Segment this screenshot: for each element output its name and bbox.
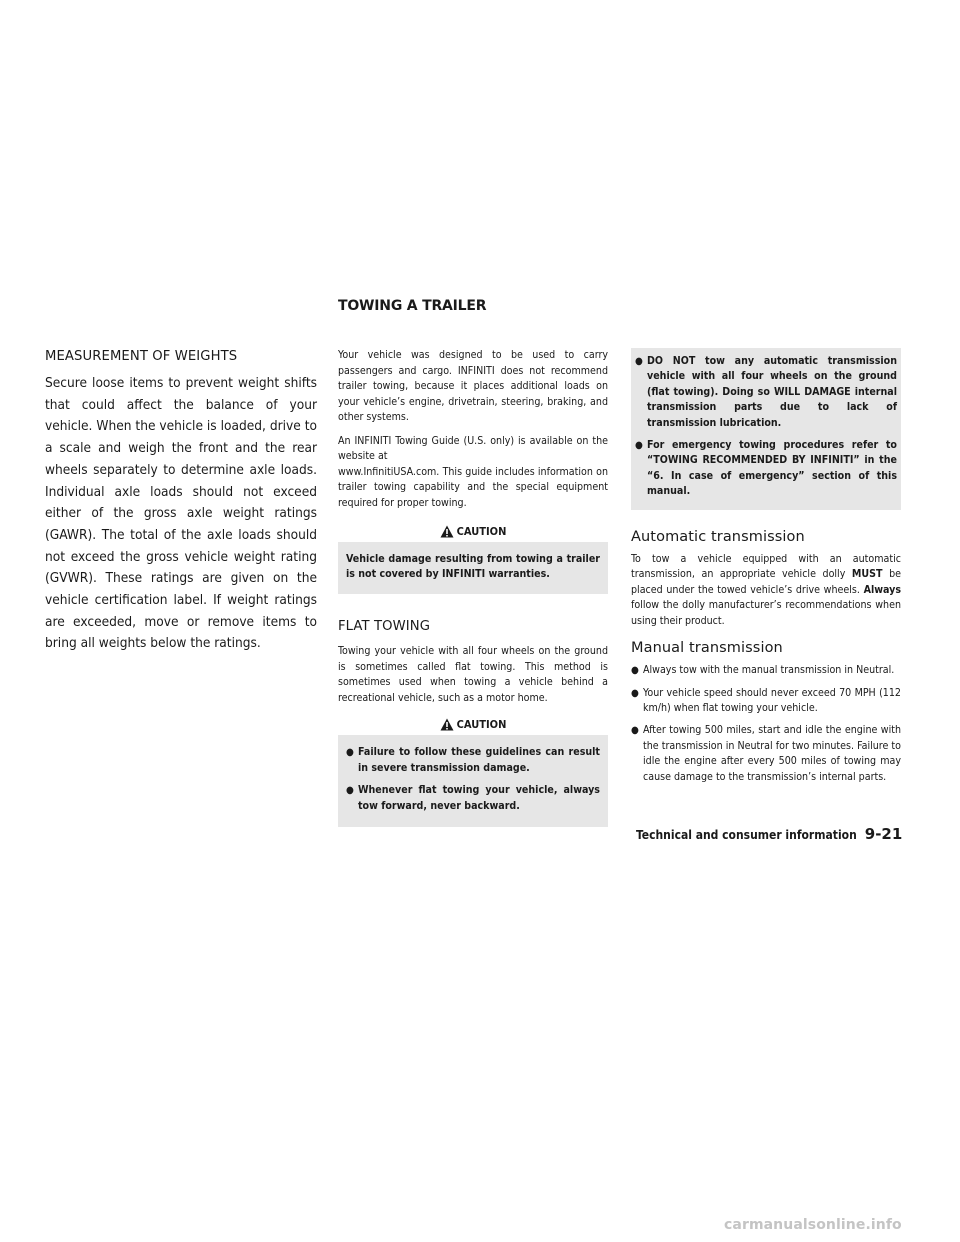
- list-item-text: Your vehicle speed should never exceed 70 MPH (112 km/h) when flat towing your vehicle.: [643, 686, 901, 714]
- page-footer: [636, 825, 902, 843]
- caution-box-warranty: [338, 523, 608, 594]
- list-item-text: Whenever flat towing your vehicle, always tow forward, never backward.: [358, 784, 600, 812]
- bullet-icon: ●: [635, 356, 643, 367]
- towing-guide-text-2: www.InfinitiUSA.com. This guide includes information on trailer towing capability and the special equipment required for proper towing.: [338, 465, 608, 509]
- manual-list: [631, 663, 901, 785]
- caution-label: CAUTION: [456, 718, 507, 732]
- page-number: 9-21: [864, 825, 903, 843]
- flat-towing-paragraph: Towing your vehicle with all four wheels on the ground is sometimes called flat towing. This method is sometimes used when towing a vehicle behind a recreational vehicle, such as a motor home.: [338, 645, 608, 704]
- heading-measurement: MEASUREMENT OF WEIGHTS: [45, 349, 238, 364]
- auto-always: Always: [863, 583, 901, 596]
- auto-text-1: To tow a vehicle equipped with an automatic transmission, an appropriate vehicle dolly: [631, 552, 901, 581]
- bullet-icon: ●: [631, 665, 639, 677]
- heading-flat-towing: FLAT TOWING: [338, 619, 431, 635]
- caution-text: Vehicle damage resulting from towing a trailer is not covered by INFINITI warranties.: [346, 553, 600, 581]
- caution-header: [338, 523, 608, 542]
- list-item: [631, 663, 901, 678]
- list-item: [631, 723, 901, 785]
- column-measurement: [45, 348, 317, 655]
- caution-header: [338, 716, 608, 735]
- caution-body: [344, 548, 602, 588]
- bullet-icon: ●: [631, 687, 639, 699]
- auto-text-3: follow the dolly manufacturer’s recommendations when using their product.: [631, 599, 901, 627]
- list-item-text: Always tow with the manual transmission in Neutral.: [643, 664, 895, 677]
- heading-manual-transmission: Manual transmission: [631, 640, 783, 657]
- list-item: [346, 783, 600, 814]
- column-towing-intro: [338, 348, 608, 827]
- caution-box-flat: [338, 716, 608, 827]
- watermark: carmanualsonline.info: [724, 1217, 902, 1233]
- list-item: [635, 354, 897, 431]
- section-title: TOWING A TRAILER: [338, 298, 487, 314]
- warning-triangle-icon: [440, 718, 454, 731]
- list-item-text: After towing 500 miles, start and idle the engine with the transmission in Neutral for two minutes. Failure to idle the engine after every 500 miles of towing may cause damage to the transmission’s internal parts.: [643, 724, 901, 783]
- list-item: [635, 438, 897, 500]
- intro-paragraph: Your vehicle was designed to be used to carry passengers and cargo. INFINITI does not recommend trailer towing, because it places additional loads on your vehicle’s engine, drivetrain, steering, braking, and other systems.: [338, 349, 608, 423]
- bullet-icon: ●: [631, 725, 639, 737]
- auto-must: MUST: [851, 568, 883, 581]
- warning-list: [635, 354, 897, 500]
- heading-automatic-transmission: Automatic transmission: [631, 528, 805, 545]
- list-item-text: Failure to follow these guidelines can result in severe transmission damage.: [358, 746, 600, 774]
- towing-guide-text-1: An INFINITI Towing Guide (U.S. only) is available on the website at: [338, 434, 608, 462]
- warning-triangle-icon: [440, 525, 454, 538]
- list-item: [631, 686, 901, 717]
- measurement-paragraph: Secure loose items to prevent weight shifts that could affect the balance of your vehicle. When the vehicle is loaded, drive to a scale and weigh the front and the rear wheels separately to determine axle loads. Individual axle loads should not exceed either of the gross axle weight ratings (GAWR). The total of the axle loads should not exceed the gross vehicle weight rating (GVWR). These ratings are given on the vehicle certification label. If weight ratings are exceeded, move or remove items to bring all weights below the ratings.: [45, 375, 317, 652]
- bullet-icon: ●: [635, 440, 643, 452]
- caution-list: [344, 741, 602, 814]
- list-item-text: DO NOT tow any automatic transmission vehicle with all four wheels on the ground (flat towing). Doing so WILL DAMAGE internal transmission parts due to lack of transmission lubrication.: [647, 355, 897, 429]
- column-transmission: [631, 348, 901, 792]
- bullet-icon: ●: [346, 785, 354, 797]
- automatic-paragraph: [631, 552, 901, 630]
- footer-chapter-label: Technical and consumer information: [636, 828, 857, 842]
- list-item-text: For emergency towing procedures refer to “TOWING RECOMMENDED BY INFINITI” in the “6. In case of emergency” section of this manual.: [647, 439, 897, 498]
- list-item: [346, 745, 600, 776]
- warning-box: [631, 348, 901, 510]
- auto-text-2: be placed under the towed vehicle’s drive wheels.: [631, 568, 901, 596]
- bullet-icon: ●: [346, 747, 354, 759]
- towing-guide-paragraph: [338, 434, 608, 512]
- caution-label: CAUTION: [456, 525, 507, 538]
